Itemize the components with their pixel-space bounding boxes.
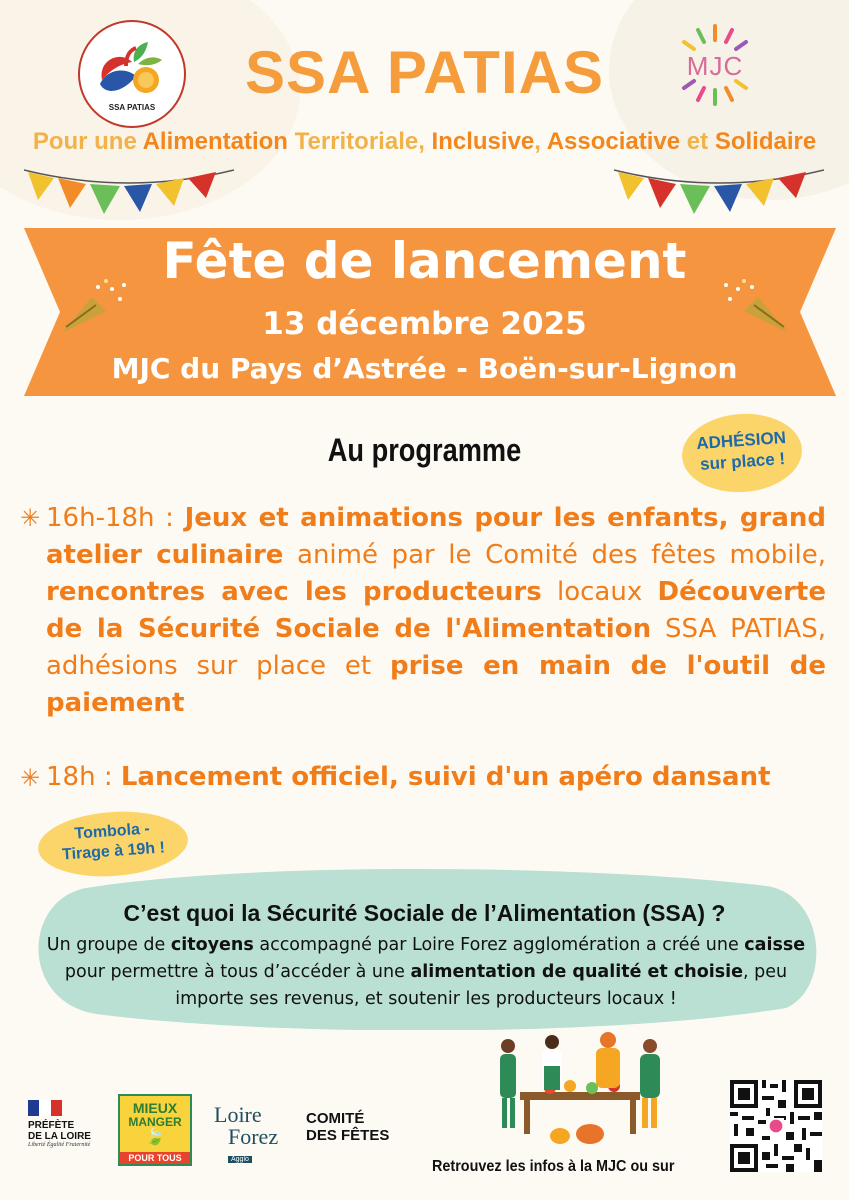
mieux-manger-logo: MIEUX MANGER 🍃 POUR TOUS [118, 1094, 192, 1166]
asterisk-icon: ✳ [20, 504, 41, 532]
market-people-illustration [490, 1030, 680, 1148]
ssa-explanation: Un groupe de citoyens accompagné par Loire Forez agglomération a créé une caisse pour permettre à tous d’accéder à une alimentation de qualité et choisie, peu importe ses revenus, et soutenir les producteurs locaux ! [46, 935, 806, 1009]
asterisk-icon: ✳ [20, 764, 41, 792]
event-place: MJC du Pays d’Astrée - Boën-sur-Lignon [111, 352, 738, 385]
event-title: Fête de lancement [162, 232, 687, 290]
mjc-logo-text: MJC [686, 51, 744, 81]
programme-item-1: 16h-18h : Jeux et animations pour les enfants, grand atelier culinaire animé par le Comité des fêtes mobile, rencontres avec les producteurs locaux Découverte de la Sécurité Sociale de l'Alimentation SSA PATIAS, adhésions sur place et prise en main de l'outil de paiement [46, 503, 827, 718]
marianne-icon [28, 1100, 62, 1116]
footer-info-text: Retrouvez les infos à la MJC ou sur [432, 1158, 675, 1175]
loire-forez-logo: Loire Forez Agglo [214, 1102, 279, 1163]
ssa-question-title: C’est quoi la Sécurité Sociale de l’Alimentation (SSA) ? [123, 900, 726, 926]
comite-des-fetes-logo: COMITÉ DES FÊTES [306, 1110, 390, 1144]
programme-item-2: 18h : Lancement officiel, suivi d'un apéro dansant [46, 762, 771, 792]
logo-caption: SSA PATIAS [108, 103, 156, 112]
subtitle: Pour une Alimentation Territoriale, Inclusive, Associative et Solidaire [32, 128, 817, 155]
event-banner [0, 0, 849, 410]
adhesion-badge: ADHÉSION sur place ! [679, 410, 804, 496]
programme-title: Au programme [327, 432, 522, 468]
prefecture-logo: PRÉFÈTE DE LA LOIRE Liberté Égalité Fraternité [28, 1100, 108, 1160]
page-title: SSA PATIAS [245, 39, 604, 106]
tombola-badge: Tombola - Tirage à 19h ! [36, 807, 190, 881]
heart-icon: 🍃 [145, 1129, 165, 1146]
qr-code[interactable] [730, 1080, 822, 1172]
event-date: 13 décembre 2025 [262, 306, 587, 342]
